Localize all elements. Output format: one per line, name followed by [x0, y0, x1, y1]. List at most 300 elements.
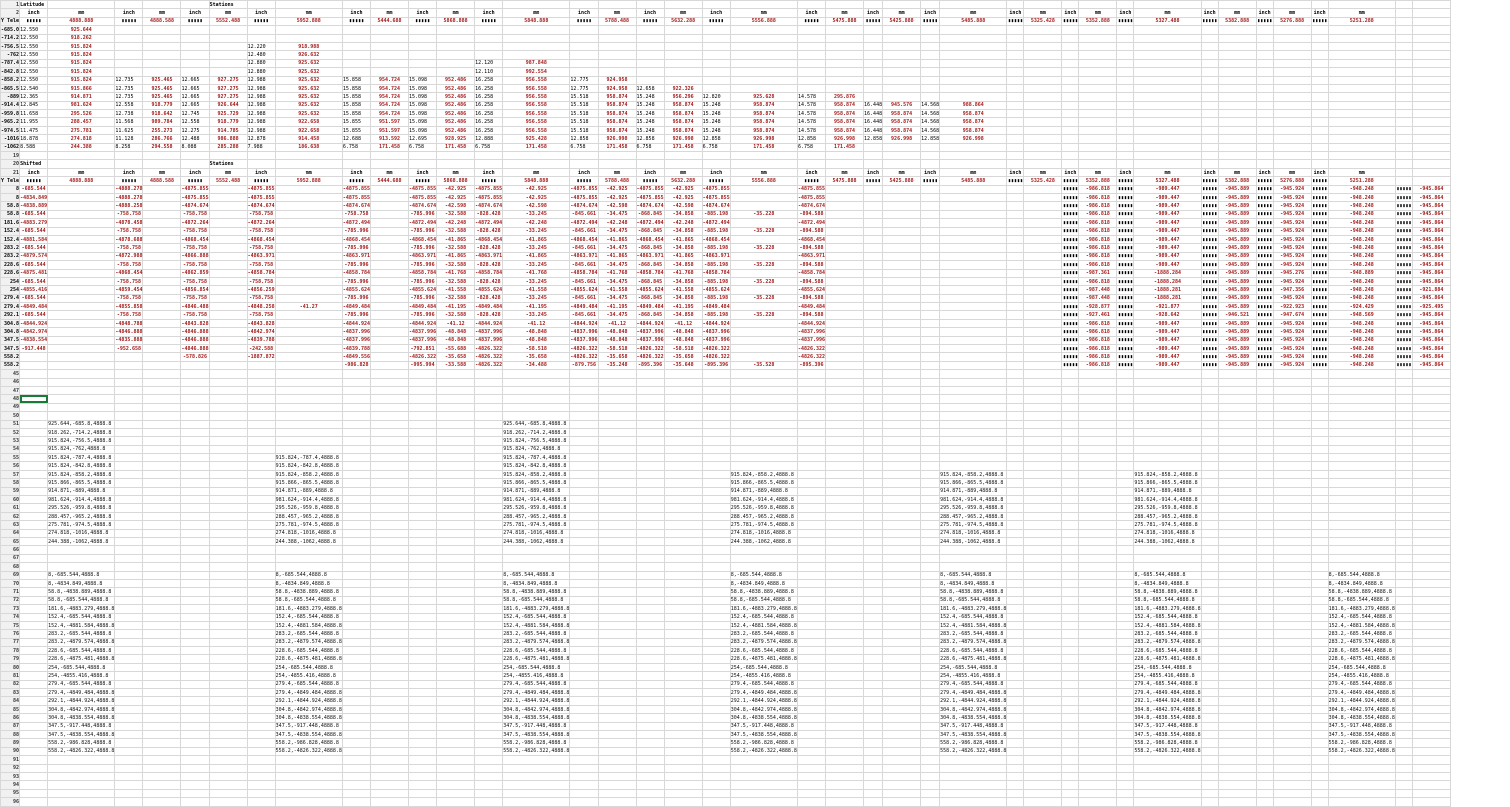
- cell[interactable]: [598, 756, 636, 764]
- cell[interactable]: [1007, 294, 1024, 302]
- cell[interactable]: [115, 613, 143, 621]
- cell[interactable]: [503, 395, 570, 403]
- cell[interactable]: [826, 34, 864, 42]
- cell[interactable]: [247, 672, 275, 680]
- cell[interactable]: [883, 596, 921, 604]
- row-header[interactable]: 69: [1, 571, 20, 579]
- cell[interactable]: 304.8,-4838.554,4888.8: [940, 714, 1007, 721]
- cell[interactable]: [371, 269, 409, 277]
- cell[interactable]: [1201, 504, 1218, 512]
- cell[interactable]: [275, 781, 342, 789]
- cell[interactable]: [475, 705, 503, 713]
- cell[interactable]: ▮▮▮▮▮: [1117, 194, 1133, 201]
- cell[interactable]: [342, 504, 370, 512]
- cell[interactable]: [1412, 51, 1450, 59]
- cell[interactable]: [730, 403, 797, 411]
- cell[interactable]: [342, 655, 370, 663]
- cell[interactable]: 292.1,-4844.924,4888.8: [503, 698, 570, 705]
- cell[interactable]: [1218, 638, 1256, 646]
- cell[interactable]: -868.845: [638, 245, 663, 252]
- cell[interactable]: 958.874: [598, 126, 636, 134]
- cell[interactable]: 8,-685.544,4888.8: [940, 571, 1007, 579]
- cell[interactable]: [1311, 34, 1328, 42]
- cell[interactable]: [1412, 34, 1450, 42]
- cell[interactable]: [181, 655, 209, 663]
- cell[interactable]: -33.245: [503, 244, 570, 252]
- cell[interactable]: [143, 336, 181, 344]
- cell[interactable]: -4826.322: [475, 354, 503, 361]
- cell[interactable]: [409, 34, 437, 42]
- cell[interactable]: [1328, 68, 1395, 76]
- cell[interactable]: [921, 571, 940, 579]
- cell[interactable]: [636, 605, 664, 613]
- cell[interactable]: [342, 420, 370, 428]
- cell[interactable]: -945.889: [1218, 219, 1256, 227]
- cell[interactable]: -4879.574: [20, 253, 48, 260]
- cell[interactable]: 295.526,-959.8,4888.8: [503, 504, 570, 512]
- cell[interactable]: 915.824,-858.2,4888.8: [940, 470, 1007, 478]
- cell[interactable]: 12.745: [181, 110, 209, 118]
- cell[interactable]: inch: [1007, 168, 1024, 176]
- cell[interactable]: [115, 68, 143, 76]
- cell[interactable]: [940, 386, 1007, 394]
- cell[interactable]: 925.644,-685.8,4888.8: [48, 420, 115, 428]
- cell[interactable]: [864, 1, 883, 9]
- cell[interactable]: -4874.674: [247, 203, 275, 210]
- cell[interactable]: -894.588: [799, 228, 824, 235]
- cell[interactable]: [1024, 328, 1062, 336]
- cell[interactable]: [48, 764, 115, 772]
- cell[interactable]: [1256, 705, 1273, 713]
- cell[interactable]: [598, 798, 636, 806]
- cell[interactable]: [275, 328, 342, 336]
- cell[interactable]: ▮▮▮▮▮: [1117, 18, 1133, 25]
- cell[interactable]: [1201, 152, 1218, 160]
- cell[interactable]: [20, 521, 48, 529]
- cell[interactable]: 5475.888: [826, 17, 864, 25]
- cell[interactable]: 914.871,-889,4888.8: [503, 487, 570, 495]
- cell[interactable]: -945.924: [1273, 185, 1311, 193]
- cell[interactable]: [1117, 647, 1134, 655]
- cell[interactable]: 304.8,-4842.974,4888.8: [940, 706, 1007, 713]
- cell[interactable]: [664, 655, 702, 663]
- cell[interactable]: [342, 59, 370, 67]
- cell[interactable]: [883, 579, 921, 587]
- cell[interactable]: -785.996: [344, 312, 369, 319]
- cell[interactable]: [181, 412, 209, 420]
- cell[interactable]: mm: [940, 168, 1007, 176]
- cell[interactable]: [1007, 672, 1024, 680]
- cell[interactable]: [115, 462, 143, 470]
- cell[interactable]: -895.396: [799, 362, 824, 369]
- cell[interactable]: [883, 328, 921, 336]
- cell[interactable]: [342, 789, 370, 797]
- cell[interactable]: [702, 747, 730, 755]
- cell[interactable]: -917.448: [21, 345, 46, 352]
- cell[interactable]: [209, 487, 247, 495]
- cell[interactable]: [409, 546, 437, 554]
- cell[interactable]: -828.428: [476, 228, 501, 235]
- cell[interactable]: [342, 152, 370, 160]
- cell[interactable]: [342, 412, 370, 420]
- cell[interactable]: [1412, 554, 1450, 562]
- cell[interactable]: -948.248: [1328, 294, 1395, 302]
- cell[interactable]: [409, 756, 437, 764]
- cell[interactable]: [1395, 437, 1412, 445]
- cell[interactable]: 918.779: [209, 118, 247, 126]
- cell[interactable]: [1256, 739, 1273, 747]
- cell[interactable]: [247, 34, 275, 42]
- cell[interactable]: 558.2,-986.828,4888.8: [730, 739, 797, 747]
- cell[interactable]: [437, 621, 475, 629]
- cell[interactable]: ▮▮▮▮▮: [1202, 286, 1218, 293]
- cell[interactable]: [143, 328, 181, 336]
- cell[interactable]: [730, 781, 797, 789]
- cell[interactable]: [181, 51, 209, 59]
- cell[interactable]: 283.2,-685.544,4888.8: [48, 630, 115, 638]
- cell[interactable]: [247, 470, 275, 478]
- cell[interactable]: -41.558: [598, 286, 636, 294]
- cell[interactable]: [209, 596, 247, 604]
- cell[interactable]: [664, 437, 702, 445]
- cell[interactable]: [1024, 630, 1062, 638]
- cell[interactable]: [1024, 487, 1062, 495]
- cell[interactable]: [342, 470, 370, 478]
- cell[interactable]: [1007, 311, 1024, 319]
- cell[interactable]: [181, 772, 209, 780]
- row-header[interactable]: 56: [1, 462, 20, 470]
- cell[interactable]: [1395, 479, 1412, 487]
- cell[interactable]: 279.4,-4849.484,4888.8: [48, 689, 115, 696]
- cell[interactable]: [730, 68, 797, 76]
- cell[interactable]: 244.388,-1062,4888.8: [730, 538, 797, 546]
- cell[interactable]: [883, 571, 921, 579]
- cell[interactable]: [1395, 697, 1412, 705]
- cell[interactable]: 11.568: [115, 118, 143, 126]
- cell[interactable]: [143, 378, 181, 386]
- cell[interactable]: [143, 185, 181, 193]
- cell[interactable]: [864, 672, 883, 680]
- cell[interactable]: [940, 34, 1007, 42]
- cell[interactable]: [826, 1, 864, 9]
- cell[interactable]: [209, 613, 247, 621]
- row-header[interactable]: 8: [1, 185, 20, 193]
- cell[interactable]: [1273, 647, 1311, 655]
- cell[interactable]: [475, 160, 503, 168]
- cell[interactable]: [826, 487, 864, 495]
- cell[interactable]: [1134, 110, 1201, 118]
- cell[interactable]: -58.518: [503, 345, 570, 353]
- cell[interactable]: 915.866,-865.5,4888.8: [730, 479, 797, 487]
- cell[interactable]: [1024, 563, 1062, 571]
- cell[interactable]: -4837.996: [702, 337, 730, 344]
- cell[interactable]: [409, 781, 437, 789]
- cell[interactable]: [143, 269, 181, 277]
- cell[interactable]: -4858.784: [247, 270, 275, 277]
- cell[interactable]: [864, 714, 883, 722]
- cell[interactable]: -4883.279: [20, 219, 48, 226]
- cell[interactable]: [371, 789, 409, 797]
- cell[interactable]: ▮▮▮▮▮: [115, 177, 143, 185]
- cell[interactable]: [730, 798, 797, 806]
- cell[interactable]: [636, 781, 664, 789]
- cell[interactable]: [475, 588, 503, 596]
- cell[interactable]: [570, 798, 598, 806]
- cell[interactable]: Stations: [209, 160, 247, 168]
- cell[interactable]: -41.195: [598, 303, 636, 311]
- cell[interactable]: [409, 1, 437, 9]
- cell[interactable]: -945.864: [1412, 210, 1450, 218]
- cell[interactable]: [921, 538, 940, 546]
- cell[interactable]: 5251.288: [1328, 177, 1395, 185]
- cell[interactable]: [1134, 93, 1201, 101]
- cell[interactable]: [143, 554, 181, 562]
- cell[interactable]: [409, 412, 437, 420]
- cell[interactable]: -945.889: [1218, 227, 1256, 235]
- cell[interactable]: [1328, 110, 1395, 118]
- cell[interactable]: [826, 529, 864, 537]
- cell[interactable]: 244.388,-1062,4888.8: [48, 538, 115, 546]
- cell[interactable]: [1273, 118, 1311, 126]
- cell[interactable]: [1311, 529, 1328, 537]
- cell[interactable]: inch: [1311, 9, 1328, 17]
- cell[interactable]: [409, 160, 437, 168]
- cell[interactable]: -945.924: [1273, 336, 1311, 344]
- cell[interactable]: [209, 705, 247, 713]
- cell[interactable]: [1117, 772, 1134, 780]
- cell[interactable]: [1062, 512, 1079, 520]
- cell[interactable]: -41.865: [598, 235, 636, 243]
- cell[interactable]: [209, 496, 247, 504]
- cell[interactable]: -42.248: [437, 219, 475, 227]
- cell[interactable]: [247, 571, 275, 579]
- cell[interactable]: [1256, 772, 1273, 780]
- cell[interactable]: [275, 554, 342, 562]
- cell[interactable]: [371, 621, 409, 629]
- cell[interactable]: 981.624,-914.4,4888.8: [48, 496, 115, 504]
- cell[interactable]: [181, 571, 209, 579]
- cell[interactable]: 5868.888: [437, 17, 475, 25]
- cell[interactable]: [1024, 680, 1062, 688]
- cell[interactable]: [826, 714, 864, 722]
- cell[interactable]: [115, 395, 143, 403]
- cell[interactable]: [730, 437, 797, 445]
- cell[interactable]: -1888.281: [1134, 286, 1201, 294]
- cell[interactable]: [209, 689, 247, 697]
- cell[interactable]: [1079, 638, 1117, 646]
- cell[interactable]: [1024, 361, 1062, 369]
- cell[interactable]: -4837.996: [409, 328, 437, 335]
- cell[interactable]: 12.988: [247, 84, 275, 92]
- cell[interactable]: [209, 680, 247, 688]
- cell[interactable]: [864, 647, 883, 655]
- cell[interactable]: 12.120: [475, 59, 503, 67]
- cell[interactable]: mm: [1134, 168, 1201, 176]
- cell[interactable]: -4855.624: [342, 286, 370, 293]
- cell[interactable]: [1007, 135, 1024, 143]
- cell[interactable]: [1256, 68, 1273, 76]
- cell[interactable]: ▮▮▮▮▮: [1312, 177, 1328, 184]
- cell[interactable]: [1024, 781, 1062, 789]
- cell[interactable]: -32.588: [437, 261, 475, 269]
- cell[interactable]: [1007, 638, 1024, 646]
- cell[interactable]: -845.661: [571, 312, 597, 319]
- cell[interactable]: [598, 487, 636, 495]
- cell[interactable]: -948.248: [1328, 185, 1395, 193]
- cell[interactable]: [1007, 554, 1024, 562]
- cell[interactable]: [1024, 261, 1062, 269]
- cell[interactable]: [1311, 571, 1328, 579]
- cell[interactable]: [921, 328, 940, 336]
- cell[interactable]: -42.248: [664, 219, 702, 227]
- cell[interactable]: ▮▮▮▮▮: [1396, 286, 1412, 293]
- cell[interactable]: 152.4,-685.544,4888.8: [1134, 613, 1201, 621]
- cell[interactable]: [636, 479, 664, 487]
- cell[interactable]: 915.824,-787.4,4888.8: [275, 454, 342, 462]
- cell[interactable]: [1395, 730, 1412, 738]
- cell[interactable]: [409, 563, 437, 571]
- cell[interactable]: [883, 227, 921, 235]
- cell[interactable]: [864, 588, 883, 596]
- cell[interactable]: -35.228: [730, 277, 797, 285]
- cell[interactable]: [1256, 370, 1273, 378]
- cell[interactable]: [797, 68, 825, 76]
- cell[interactable]: 304.8,-4838.554,4888.8: [275, 714, 342, 721]
- cell[interactable]: 925.632: [275, 101, 342, 109]
- cell[interactable]: -952.658: [116, 345, 141, 352]
- cell[interactable]: [636, 730, 664, 738]
- cell[interactable]: [921, 462, 940, 470]
- cell[interactable]: [797, 403, 825, 411]
- cell[interactable]: [1218, 470, 1256, 478]
- cell[interactable]: inch: [20, 168, 48, 176]
- cell[interactable]: 926.998: [883, 135, 921, 143]
- cell[interactable]: [570, 445, 598, 453]
- cell[interactable]: [1395, 370, 1412, 378]
- cell[interactable]: [475, 605, 503, 613]
- cell[interactable]: [209, 227, 247, 235]
- cell[interactable]: [115, 730, 143, 738]
- cell[interactable]: [864, 798, 883, 806]
- cell[interactable]: -948.248: [1328, 286, 1395, 294]
- cell[interactable]: [921, 252, 940, 260]
- cell[interactable]: [826, 353, 864, 361]
- cell[interactable]: [797, 437, 825, 445]
- cell[interactable]: [181, 504, 209, 512]
- cell[interactable]: inch: [1117, 168, 1134, 176]
- cell[interactable]: [1024, 638, 1062, 646]
- cell[interactable]: mm: [1079, 168, 1117, 176]
- cell[interactable]: [275, 563, 342, 571]
- cell[interactable]: [371, 370, 409, 378]
- cell[interactable]: [1412, 168, 1450, 176]
- cell[interactable]: 304.8,-4838.554,4888.8: [48, 714, 115, 721]
- cell[interactable]: [1412, 403, 1450, 411]
- cell[interactable]: [702, 697, 730, 705]
- cell[interactable]: [883, 747, 921, 755]
- cell[interactable]: [1273, 739, 1311, 747]
- cell[interactable]: [1079, 445, 1117, 453]
- cell[interactable]: [1007, 26, 1024, 34]
- row-header[interactable]: 76: [1, 630, 20, 638]
- cell[interactable]: ▮▮▮▮▮: [1117, 295, 1133, 302]
- cell[interactable]: [826, 781, 864, 789]
- cell[interactable]: [664, 160, 702, 168]
- cell[interactable]: [1311, 596, 1328, 604]
- cell[interactable]: [181, 789, 209, 797]
- cell[interactable]: ▮▮▮▮▮: [1312, 253, 1328, 260]
- cell[interactable]: [826, 613, 864, 621]
- cell[interactable]: [1311, 445, 1328, 453]
- cell[interactable]: [275, 789, 342, 797]
- row-header[interactable]: 86: [1, 714, 20, 722]
- cell[interactable]: -41.27: [275, 303, 342, 311]
- cell[interactable]: -34.858: [664, 311, 702, 319]
- cell[interactable]: [1273, 135, 1311, 143]
- cell[interactable]: [409, 630, 437, 638]
- cell[interactable]: -945.864: [1412, 261, 1450, 269]
- cell[interactable]: [1311, 93, 1328, 101]
- cell[interactable]: [883, 437, 921, 445]
- cell[interactable]: [1079, 621, 1117, 629]
- cell[interactable]: [1273, 689, 1311, 697]
- cell[interactable]: [1412, 663, 1450, 671]
- cell[interactable]: [48, 269, 115, 277]
- cell[interactable]: [1007, 722, 1024, 730]
- cell[interactable]: [1412, 798, 1450, 806]
- cell[interactable]: 558.2,-986.828,4888.8: [940, 739, 1007, 747]
- cell[interactable]: 275.781,-974.5,4888.8: [1134, 521, 1201, 529]
- cell[interactable]: [1218, 605, 1256, 613]
- cell[interactable]: -895.396: [704, 362, 729, 369]
- cell[interactable]: [1007, 538, 1024, 546]
- cell[interactable]: 12.480: [247, 51, 275, 59]
- cell[interactable]: [921, 244, 940, 252]
- cell[interactable]: [1256, 579, 1273, 587]
- cell[interactable]: 58.8,-4838.889,4888.8: [1134, 588, 1201, 596]
- cell[interactable]: [826, 739, 864, 747]
- cell[interactable]: [1201, 51, 1218, 59]
- cell[interactable]: [1007, 185, 1024, 193]
- cell[interactable]: [1218, 395, 1256, 403]
- cell[interactable]: [209, 781, 247, 789]
- cell[interactable]: [1201, 76, 1218, 84]
- cell[interactable]: -4844.924: [636, 320, 664, 327]
- cell[interactable]: [1412, 135, 1450, 143]
- cell[interactable]: -945.864: [1412, 353, 1450, 361]
- cell[interactable]: [1328, 378, 1395, 386]
- cell[interactable]: [115, 386, 143, 394]
- cell[interactable]: [1079, 705, 1117, 713]
- cell[interactable]: ▮▮▮▮▮: [865, 18, 881, 25]
- cell[interactable]: [20, 386, 48, 394]
- cell[interactable]: 283.2,-685.544,4888.8: [940, 630, 1007, 638]
- cell[interactable]: -4868.454: [797, 236, 826, 243]
- cell[interactable]: inch: [1201, 168, 1218, 176]
- cell[interactable]: 926.644: [209, 101, 247, 109]
- cell[interactable]: [921, 655, 940, 663]
- cell[interactable]: [1256, 403, 1273, 411]
- cell[interactable]: [570, 437, 598, 445]
- cell[interactable]: [797, 722, 825, 730]
- cell[interactable]: [209, 454, 247, 462]
- cell[interactable]: [1412, 579, 1450, 587]
- cell[interactable]: ▮▮▮▮▮: [1202, 228, 1218, 235]
- cell[interactable]: [209, 554, 247, 562]
- cell[interactable]: [598, 672, 636, 680]
- cell[interactable]: [503, 772, 570, 780]
- cell[interactable]: 12.550: [20, 34, 48, 42]
